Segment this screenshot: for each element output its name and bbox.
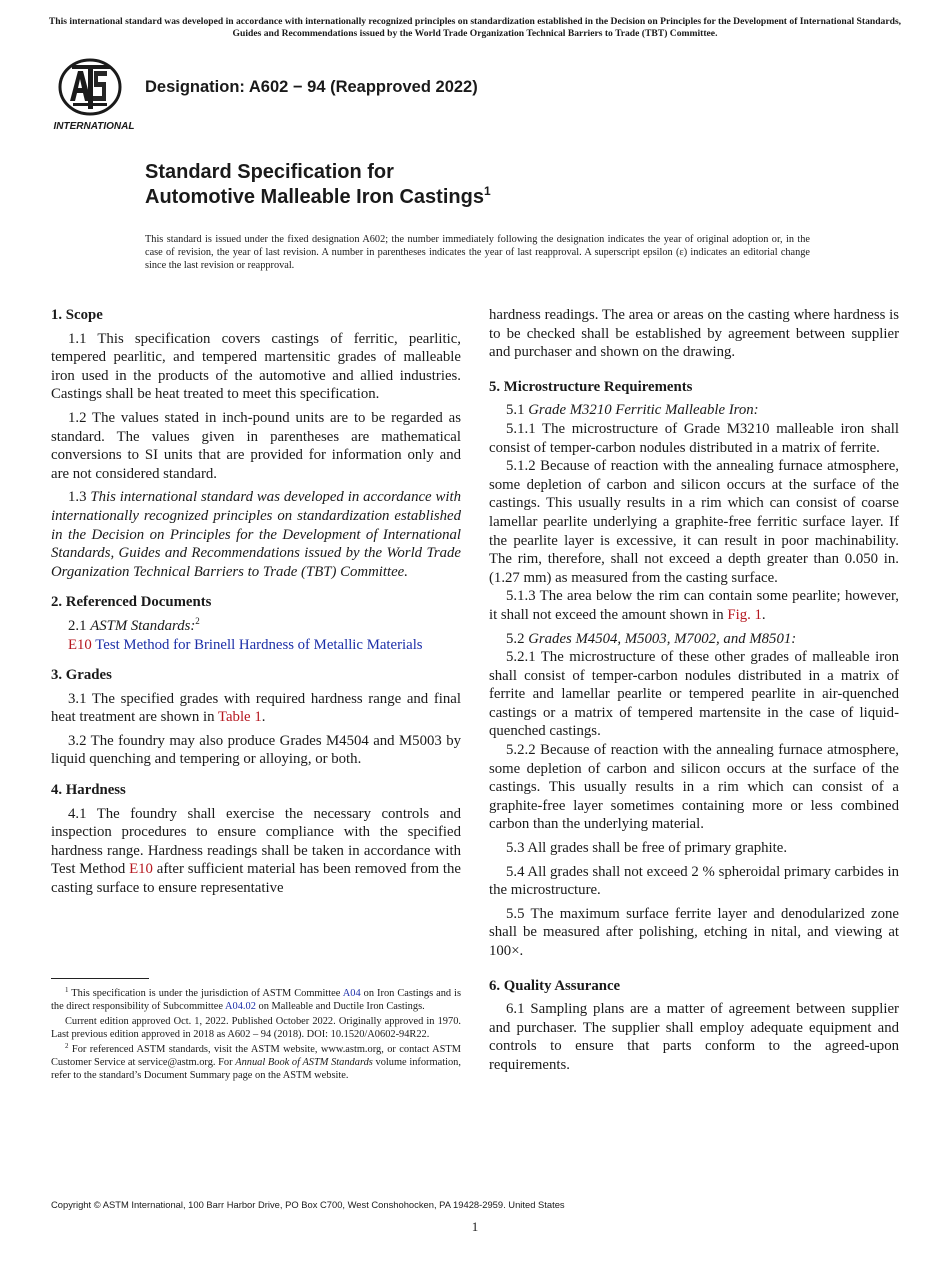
- footnote-2: $^2$ For referenced ASTM standards, visit the ASTM website, www.astm.org, or contact ASTM Customer Service at service@astm.org. For Annual Book of ASTM Standards volume information, refer to the standard’s Document Summary page on the ASTM website.: [51, 1042, 461, 1081]
- paragraph-5-5: 5.5 The maximum surface ferrite layer and denodularized zone shall be measured after polishing, etching in nital, and viewing at 100×.: [489, 905, 899, 959]
- footnotes: [51, 987, 461, 1084]
- title-line-1: Standard Specification for: [145, 161, 394, 183]
- paragraph-1-3: 1.3 This international standard was developed in accordance with internationally recognized principles on standardization established in the Decision on Principles for the Development of International Standards, Guides and Recommendations issued by the World Trade Organization Technical Barriers to Trade (TBT) Committee.: [51, 489, 461, 580]
- a04-02-link[interactable]: A04.02: [225, 1001, 256, 1012]
- paragraph-4-1: 4.1 The foundry shall exercise the necessary controls and inspection procedures to ensure compliance with the specified hardness range. Hardness readings shall be taken in accordance with Test Method E10 after sufficient material has been removed from the casting surface to ensure representative: [51, 805, 461, 897]
- paragraph-1-1: 1.1 This specification covers castings of ferritic, pearlitic, tempered pearlitic, and tempered martensitic grades of malleable iron used in the products of the automotive and allied industries. Castings shall be heat treated to meet this specification.: [51, 330, 461, 403]
- fig-1-link[interactable]: Fig. 1: [727, 606, 762, 623]
- paragraph-5-1-2: 5.1.2 Because of reaction with the annealing furnace atmosphere, some depletion of carbon and silicon occurs at the surface of the castings. This usually results in a rim which can consist of coarse lamellar pearlite underlying a graphite-free ferritic surface layer. If the pearlite layer is excessive, it can result in poor machinability. The rim, therefore, shall not exceed a depth greater than 0.050 in. (1.27 mm) as measured from the casting surface.: [489, 458, 899, 586]
- section-4-heading: 4. Hardness: [51, 782, 126, 799]
- paragraph-2-1: 2.1 ASTM Standards:$^2$: [68, 615, 200, 634]
- section-3-heading: 3. Grades: [51, 667, 112, 684]
- logo-international-text: INTERNATIONAL: [53, 121, 135, 132]
- a04-link[interactable]: A04: [342, 988, 361, 999]
- e10-link[interactable]: E10: [68, 636, 92, 653]
- international-standard-notice: This international standard was developed in accordance with internationally recognized principles on standardization established in the Decision on Principles for the Development of International Standards, Guides and Recommendations issued by the World Trade Organization Technical Barriers to Trade (TBT) Committee.: [48, 16, 902, 39]
- designation: Designation: A602 − 94 (Reapproved 2022): [145, 78, 478, 96]
- title-footnote-mark[interactable]: 1: [483, 184, 491, 198]
- paragraph-5-1-3: 5.1.3 The area below the rim can contain some pearlite; however, it shall not exceed the amount shown in Fig. 1.: [489, 588, 899, 623]
- left-column: [51, 306, 461, 903]
- e10-title-link[interactable]: Test Method for Brinell Hardness of Metallic Materials: [95, 636, 423, 653]
- table-1-link[interactable]: Table 1: [217, 709, 262, 726]
- paragraph-6-1: 6.1 Sampling plans are a matter of agreement between supplier and purchaser. The supplier shall employ adequate equipment and controls to ensure that parts conform to the agreed-upon requirements.: [489, 1001, 899, 1073]
- footnote-divider: [51, 978, 149, 979]
- paragraph-3-1: 3.1 The specified grades with required hardness range and final heat treatment are shown in Table 1.: [51, 690, 461, 726]
- paragraph-3-2: 3.2 The foundry may also produce Grades M4504 and M5003 by liquid quenching and tempering or alloying, or both.: [51, 732, 461, 768]
- section-2-heading: 2. Referenced Documents: [51, 594, 212, 611]
- paragraph-5-2-1: 5.2.1 The microstructure of these other grades of malleable iron shall consist of temper-carbon nodules distributed in a matrix of ferrite and lamellar pearlite or tempered pearlite in air-quenched castings or a matrix of tempered martensite in the case of liquid-quenched castings.: [489, 649, 899, 740]
- footnote-1-edition: Current edition approved Oct. 1, 2022. Published October 2022. Originally approved in 1970. Last previous edition approved in 2018 as A602 – 94 (2018). DOI: 10.1520/A0602-94R22.: [51, 1016, 461, 1040]
- paragraph-1-2: 1.2 The values stated in inch-pound units are to be regarded as standard. The values given in parentheses are mathematical conversions to SI units that are provided for information only and are not considered standard.: [51, 409, 461, 482]
- e10-inline-link[interactable]: E10: [129, 861, 153, 878]
- paragraph-4-1-continued: hardness readings. The area or areas on the casting where hardness is to be checked shall be established by agreement between supplier and purchaser and shown on the drawing.: [489, 307, 899, 361]
- right-column: [489, 306, 899, 1080]
- paragraph-5-2-2: 5.2.2 Because of reaction with the annealing furnace atmosphere, some depletion of carbon and silicon occurs at the surface of the castings. This usually results in a rim which can consist of a graphite-free layer sometimes containing more or less combined carbon than the underlying material.: [489, 742, 899, 833]
- issue-note: This standard is issued under the fixed designation A602; the number immediately following the designation indicates the year of original adoption or, in the case of revision, the year of last revision. A number in parentheses indicates the year of last reapproval. A superscript epsilon (ε) indicates an editorial change since the last revision or reapproval.: [145, 234, 810, 272]
- reference-e10: [51, 636, 461, 655]
- section-5-heading: 5. Microstructure Requirements: [489, 378, 693, 395]
- page-number: 1: [471, 1219, 479, 1234]
- document-title: [145, 160, 491, 210]
- paragraph-5-1-1: 5.1.1 The microstructure of Grade M3210 malleable iron shall consist of temper-carbon nodules distributed in a matrix of ferrite.: [489, 420, 899, 456]
- footnote-1: $^1$ This specification is under the jurisdiction of ASTM Committee A04 on Iron Castings and is the direct responsibility of Subcommittee A04.02 on Malleable and Ductile Iron Castings.: [51, 986, 461, 1012]
- copyright: Copyright © ASTM International, 100 Barr Harbor Drive, PO Box C700, West Conshohocken, PA 19428-2959. United States: [51, 1199, 565, 1210]
- astm-logo: [52, 57, 136, 133]
- paragraph-5-2: 5.2 Grades M4504, M5003, M7002, and M8501:: [506, 630, 797, 647]
- paragraph-5-3: 5.3 All grades shall be free of primary graphite.: [506, 840, 788, 857]
- paragraph-5-1: 5.1 Grade M3210 Ferritic Malleable Iron:: [506, 402, 759, 419]
- section-1-heading: 1. Scope: [51, 307, 103, 323]
- paragraph-5-4: 5.4 All grades shall not exceed 2 % spheroidal primary carbides in the microstructure.: [489, 863, 899, 899]
- title-line-2: Automotive Malleable Iron Castings$^1$: [145, 184, 491, 208]
- section-6-heading: 6. Quality Assurance: [489, 977, 621, 994]
